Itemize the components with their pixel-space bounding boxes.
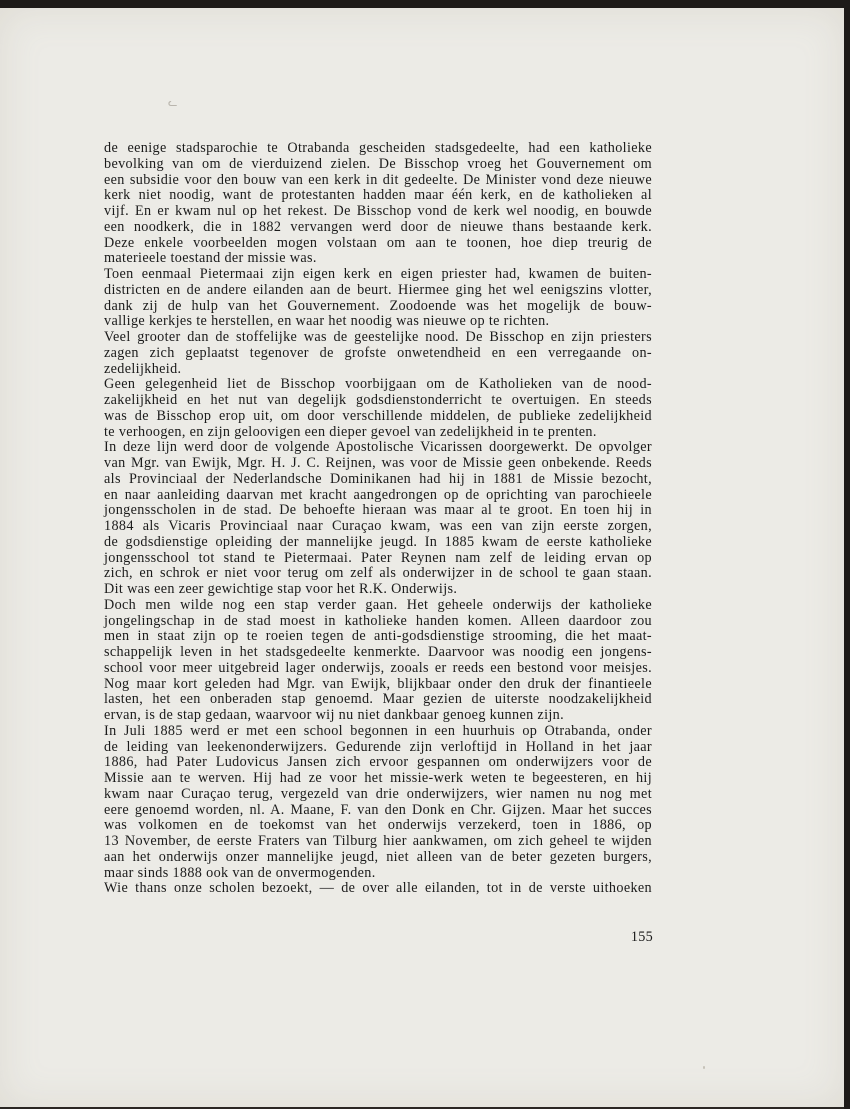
text-line: Missie aan te werven. Hij had ze voor het missie-werk weten te begeesteren, en hij [104,770,652,786]
text-line: te verhoogen, en zijn geloovigen een dieper gevoel van zedelijkheid in te prenten. [104,423,597,440]
text-line: districten en de andere eilanden aan de beurt. Hiermee ging het wel eenigszins vlotter, [104,281,652,298]
text-line: men in staat zijn op te roeien tegen de anti-godsdienstige strooming, die het maat- [104,628,652,645]
text-line: Dit was een zeer gewichtige stap voor het R.K. Onderwijs. [104,581,458,597]
text-line: zakelijkheid en het nut van degelijk godsdienstonderricht te overtuigen. En steeds [104,392,652,408]
text-line: aan het onderwijs onzer mannelijke jeugd, niet alleen van de beter gezeten burgers, [104,848,652,865]
text-line: en naar aanleiding daarvan met kracht aangedrongen op de oprichting van parochieele [104,486,652,503]
text-line: de eenige stadsparochie te Otrabanda gescheiden stadsgedeelte, had een katholieke [104,140,652,156]
text-line: Toen eenmaal Pietermaai zijn eigen kerk en eigen priester had, kwamen de buiten- [104,266,652,282]
text-line: 1886, had Pater Ludovicus Jansen zich ervoor gespannen om onderwijzers voor de [104,754,652,771]
text-line: de leiding van leekenonderwijzers. Gedurende zijn verloftijd in Holland in het jaar [104,738,652,755]
scan-right-edge [844,0,850,1109]
paper-speck [703,1066,705,1069]
body-text [104,141,652,897]
text-line: 13 November, de eerste Fraters van Tilburg hier aankwamen, om zich geheel te wijden [104,833,652,849]
text-line: zich, en schrok er niet voor terug om zelf als onderwijzer in de school te gaan staan. [104,565,652,582]
text-line: materieele toestand der missie was. [104,250,317,267]
text-line: Doch men wilde nog een stap verder gaan. Het geheele onderwijs der katholieke [104,596,652,613]
text-line: kerk niet noodig, want de protestanten hadden maar één kerk, en de katholieken al [104,187,652,204]
pencil-mark-icon: ᓚ [168,96,178,109]
text-line: In deze lijn werd door de volgende Apostolische Vicarissen doorgewerkt. De opvolger [104,439,652,456]
text-line: Veel grooter dan de stoffelijke was de geestelijke nood. De Bisschop en zijn priesters [104,329,652,345]
text-line: In Juli 1885 werd er met een school begonnen in een huurhuis op Otrabanda, onder [104,722,652,739]
text-line: Nog maar kort geleden had Mgr. van Ewijk, blijkbaar onder den druk der finantieele [104,675,652,692]
text-line: Deze enkele voorbeelden mogen volstaan om aan te toonen, hoe diep treurig de [104,234,652,251]
text-line: 1884 als Vicaris Provinciaal naar Curaçao kwam, was een van zijn eerste zorgen, [104,518,652,534]
text-line: eere genoemd worden, nl. A. Maane, F. van den Donk en Chr. Gijzen. Maar het succes [104,801,652,818]
text-line: lasten, het een onberaden stap genoemd. Maar gezien de uiterste noodzakelijkheid [104,691,652,708]
text-line: een subsidie voor den bouw van een kerk in dit gedeelte. De Minister vond deze nieuwe [104,171,652,188]
text-line: vijf. En er kwam nul op het rekest. De Bisschop vond de kerk wel noodig, en bouwde [104,203,652,219]
text-line: bevolking van om de vierduizend zielen. De Bisschop vroeg het Gouvernement om [104,155,652,172]
text-line: was volkomen en de toekomst van het onderwijs verzekerd, toen in 1886, op [104,817,652,834]
text-line: vallige kerkjes te herstellen, en waar het noodig was nieuwe op te richten. [104,313,550,330]
text-line: schappelijk leven in het stadsgedeelte kenmerkte. Daarvoor was noodig een jongens- [104,644,652,660]
text-line: Geen gelegenheid liet de Bisschop voorbijgaan om de Katholieken van de nood- [104,376,652,393]
text-line: was de Bisschop erop uit, om door verschillende middelen, de publieke zedelijkheid [104,407,652,424]
text-line: Wie thans onze scholen bezoekt, — de over alle eilanden, tot in de verste uithoeken [104,880,652,897]
scan-top-edge [0,0,850,8]
text-line: jongensscholen in de stad. De behoefte hieraan was maar al te groot. En toen hij in [104,502,652,519]
page-number: 155 [630,929,653,945]
text-line: zedelijkheid. [104,360,182,377]
text-line: ervan, is de stap gedaan, waarvoor wij nu niet dankbaar genoeg kunnen zijn. [104,707,565,723]
text-line: kwam naar Curaçao terug, vergezeld van drie onderwijzers, wier namen nu nog met [104,785,652,802]
text-line: dank zij de hulp van het Gouvernement. Zoodoende was het mogelijk de bouw- [104,297,652,314]
text-line: de godsdienstige opleiding der mannelijke jeugd. In 1885 kwam de eerste katholieke [104,533,652,550]
text-line: school voor meer uitgebreid lager onderwijs, zooals er reeds een bestond voor meisjes. [104,659,652,676]
text-line: als Provinciaal der Nederlandsche Dominikanen had hij in 1881 de Missie bezocht, [104,470,652,487]
text-line: van Mgr. van Ewijk, Mgr. H. J. C. Reijnen, was voor de Missie geen onbekende. Reeds [104,455,652,471]
text-line: zagen zich geplaatst tegenover de grofste onwetendheid en een verregaande on- [104,344,652,361]
text-line: een noodkerk, die in 1882 vervangen werd door de nieuwe thans bestaande kerk. [104,218,652,235]
text-line: jongensschool tot stand te Pietermaai. Pater Reynen nam zelf de leiding ervan op [104,549,652,566]
text-line: jongelingschap in de stad moest in katholieke handen komen. Alleen daardoor zou [104,612,652,629]
text-line: maar sinds 1888 ook van de onvermogenden. [104,864,376,881]
